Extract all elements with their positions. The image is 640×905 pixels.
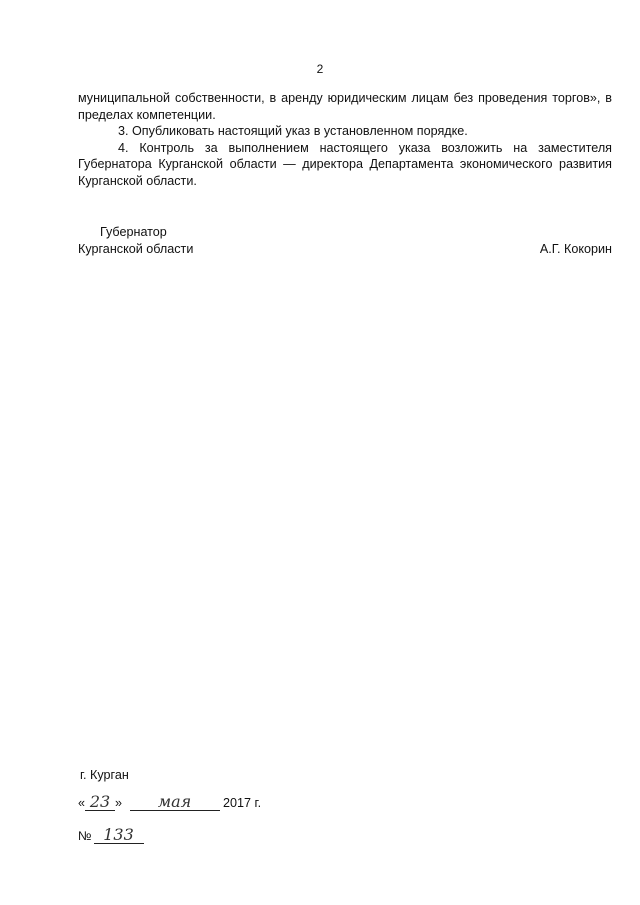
signatory-title [78, 224, 193, 257]
date-open-quote: « [78, 796, 86, 810]
signatory-title-line2: Курганской области [78, 241, 194, 256]
signatory-name: А.Г. Кокорин [539, 241, 612, 256]
document-number-line [78, 826, 144, 846]
paragraph-continuation: муниципальной собственности, в аренду юридическим лицам без проведения торгов», в пределах компетенции. [78, 91, 612, 122]
number-label: № [78, 829, 92, 843]
date-month-field: мая [130, 794, 220, 811]
document-body [78, 90, 612, 189]
date-line [78, 793, 261, 813]
paragraph-item-3: 3. Опубликовать настоящий указ в установленном порядке. [118, 124, 468, 138]
number-field: 133 [94, 827, 144, 844]
date-close-quote: » [115, 796, 123, 810]
city-line: г. Курган [80, 768, 129, 782]
signatory-title-line1: Губернатор [100, 225, 167, 239]
date-year: 2017 г. [223, 796, 262, 810]
paragraph-item-4: 4. Контроль за выполнением настоящего указа возложить на заместителя Губернатора Курганской области — директора Департамента экономического развития Курганской области. [78, 140, 612, 188]
date-day-field: 23 [85, 794, 115, 811]
page-number: 2 [316, 62, 324, 76]
